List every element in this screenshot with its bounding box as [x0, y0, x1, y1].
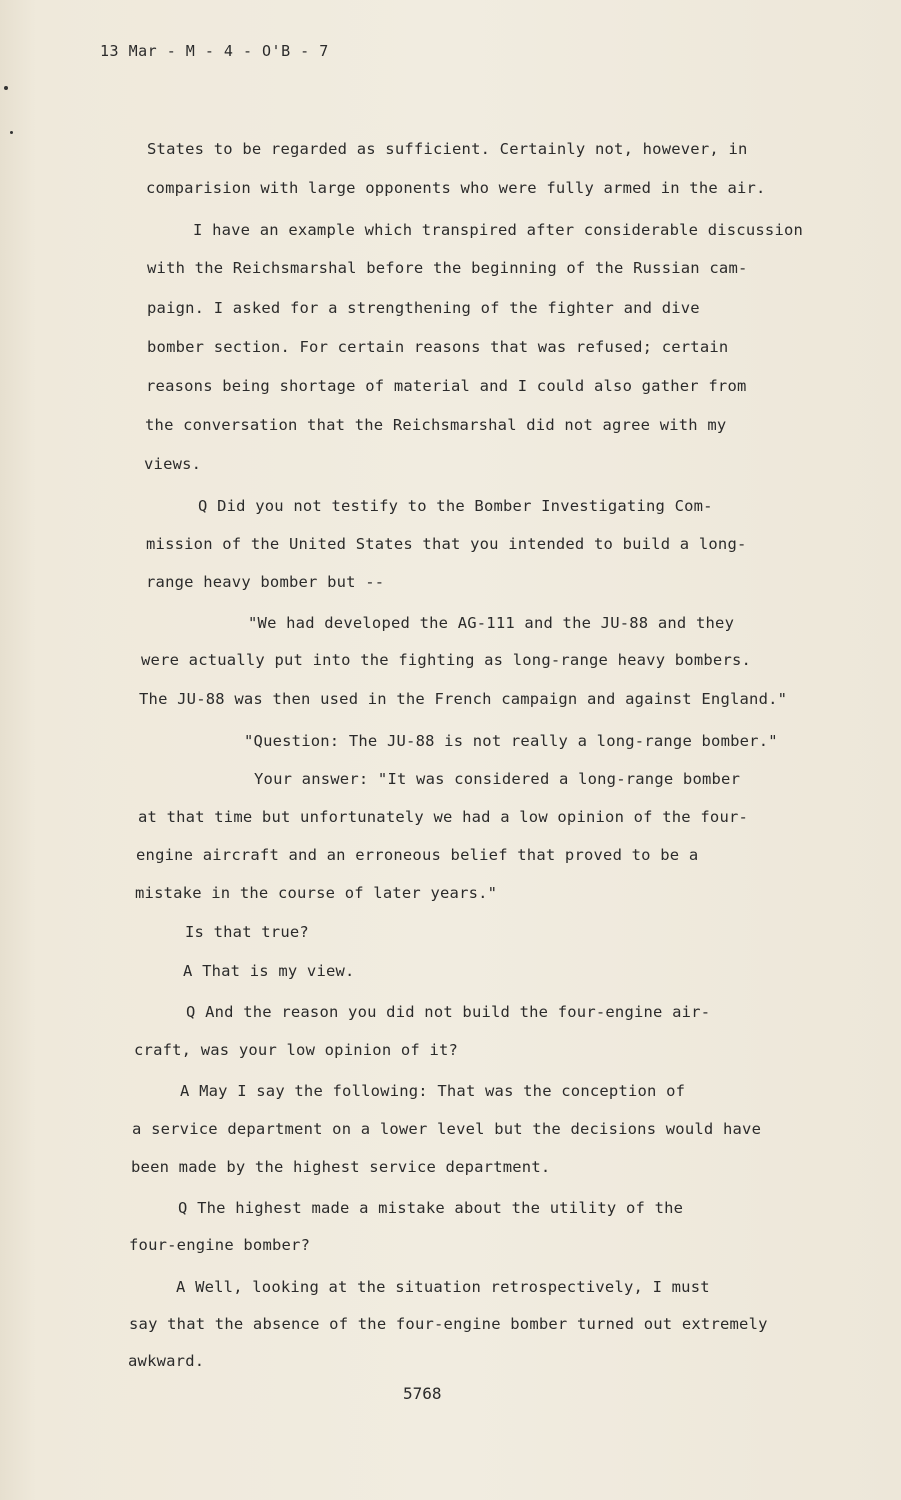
text-line: say that the absence of the four-engine bomber turned out extremely: [129, 1315, 768, 1333]
text-line: reasons being shortage of material and I could also gather from: [146, 377, 747, 395]
text-line: I have an example which transpired after considerable discussion: [193, 221, 804, 239]
text-line: a service department on a lower level but the decisions would have: [132, 1120, 762, 1138]
text-line: Q Did you not testify to the Bomber Investigating Com-: [198, 497, 713, 515]
text-line: Q And the reason you did not build the four-engine air-: [186, 1003, 711, 1021]
text-line: engine aircraft and an erroneous belief that proved to be a: [136, 846, 699, 864]
text-line: craft, was your low opinion of it?: [134, 1041, 459, 1059]
text-line: were actually put into the fighting as long-range heavy bombers.: [141, 651, 752, 669]
text-line: A That is my view.: [183, 962, 355, 980]
text-line: range heavy bomber but --: [146, 573, 385, 591]
text-line: comparision with large opponents who were fully armed in the air.: [146, 179, 766, 197]
text-line: been made by the highest service department.: [131, 1158, 551, 1176]
page-number: 5768: [403, 1384, 442, 1403]
text-line: "We had developed the AG-111 and the JU-88 and they: [248, 614, 735, 632]
text-line: at that time but unfortunately we had a low opinion of the four-: [138, 808, 749, 826]
text-line: four-engine bomber?: [129, 1236, 311, 1254]
text-line: States to be regarded as sufficient. Certainly not, however, in: [147, 140, 748, 158]
text-line: Is that true?: [185, 923, 309, 941]
text-line: A Well, looking at the situation retrospectively, I must: [176, 1278, 710, 1296]
text-line: views.: [144, 455, 202, 473]
text-line: with the Reichsmarshal before the beginning of the Russian cam-: [147, 259, 748, 277]
text-line: the conversation that the Reichsmarshal did not agree with my: [145, 416, 727, 434]
text-line: awkward.: [128, 1352, 205, 1370]
text-line: The JU-88 was then used in the French campaign and against England.": [139, 690, 788, 708]
margin-mark: [4, 86, 8, 90]
text-line: A May I say the following: That was the conception of: [180, 1082, 686, 1100]
text-line: mistake in the course of later years.": [135, 884, 498, 902]
text-line: "Question: The JU-88 is not really a long-range bomber.": [244, 732, 778, 750]
text-line: Your answer: "It was considered a long-range bomber: [254, 770, 741, 788]
text-line: bomber section. For certain reasons that was refused; certain: [147, 338, 729, 356]
page-header: 13 Mar - M - 4 - O'B - 7: [100, 42, 329, 60]
margin-mark: [10, 131, 13, 134]
text-line: paign. I asked for a strengthening of the fighter and dive: [147, 299, 700, 317]
text-line: mission of the United States that you intended to build a long-: [146, 535, 747, 553]
text-line: Q The highest made a mistake about the utility of the: [178, 1199, 684, 1217]
